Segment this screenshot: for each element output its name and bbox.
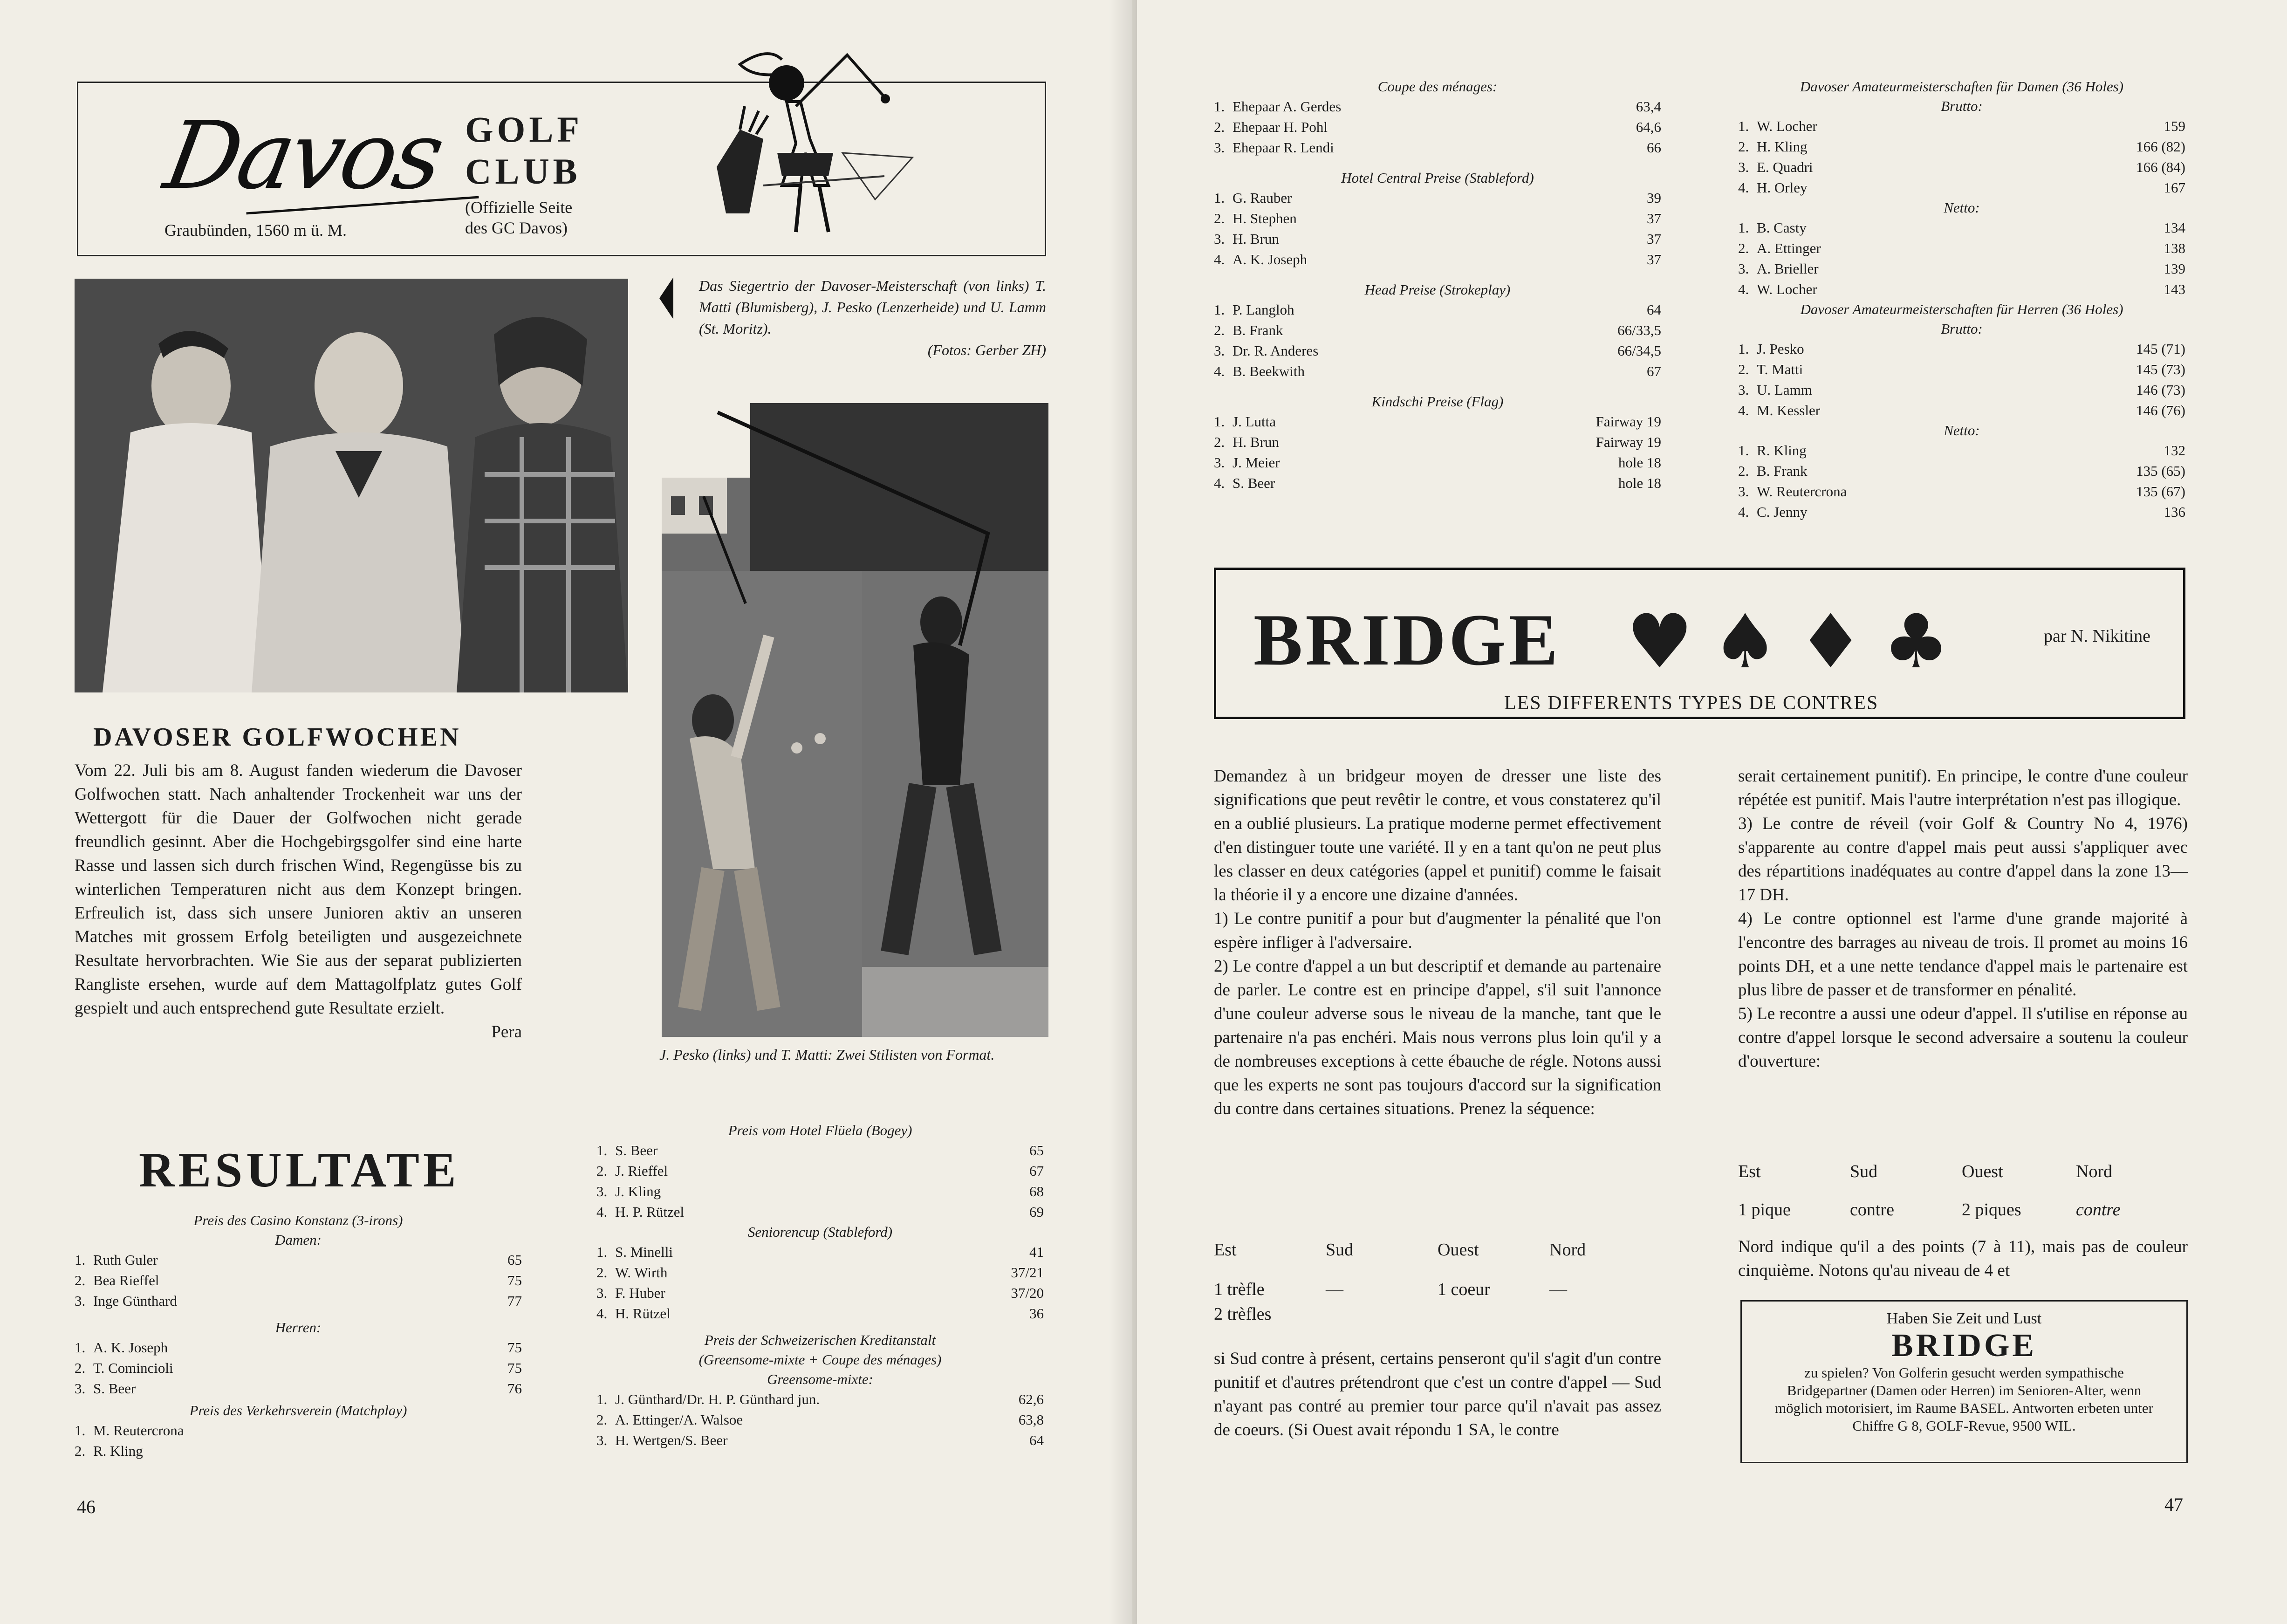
result-row: 1. S. Beer 65	[596, 1142, 1044, 1158]
result-heading: Kindschi Preise (Flag)	[1371, 393, 1504, 410]
result-subheading: Greensome-mixte:	[767, 1371, 873, 1387]
result-row: 4. C. Jenny 136	[1738, 504, 2185, 520]
result-heading: Hotel Central Preise (Stableford)	[1341, 170, 1534, 186]
page-number-right: 47	[2164, 1494, 2183, 1515]
official-note	[465, 197, 572, 238]
swing-photos	[662, 403, 1048, 1037]
golfer-illustration	[689, 46, 950, 260]
resultate-title: RESULTATE	[139, 1143, 460, 1197]
result-row: 2. Ehepaar H. Pohl 64,6	[1214, 119, 1661, 135]
result-row: 2. Bea Rieffel 75	[75, 1272, 522, 1288]
result-row: 3. Dr. R. Anderes 66/34,5	[1214, 343, 1661, 359]
ad-text: zu spielen? Von Golferin gesucht werden sympathische Bridgepartner (Damen oder Herren) im Senioren-Alter, wenn möglich motorisiert, im Raume BASEL. Antworten erbeten unter Chiffre G 8, GOLF-Revue, 9500 WIL.	[1775, 1364, 2153, 1434]
card-suits-icon: ♥♠♦♣	[1626, 598, 1968, 685]
result-row: 3. J. Meier hole 18	[1214, 454, 1661, 471]
official-line-1: (Offizielle Seite	[465, 198, 573, 217]
golf-club-title	[465, 109, 583, 192]
bid-cell: 1 coeur	[1438, 1280, 1490, 1299]
result-row: 2. H. Kling 166 (82)	[1738, 138, 2185, 155]
article-title: DAVOSER GOLFWOCHEN	[93, 723, 461, 752]
bid-cell: 1 trèfle	[1214, 1280, 1265, 1299]
result-row: 2. H. Brun Fairway 19	[1214, 434, 1661, 450]
result-row: 3. Inge Günthard 77	[75, 1293, 522, 1309]
result-row: 2. R. Kling	[75, 1443, 143, 1459]
result-subheading: Brutto:	[1941, 321, 1983, 337]
result-subheading: Herren:	[275, 1319, 322, 1336]
bid-cell: —	[1549, 1280, 1567, 1299]
bridge-author: par N. Nikitine	[2043, 626, 2150, 646]
result-heading: Seniorencup (Stableford)	[747, 1224, 893, 1240]
result-heading: Preis der Schweizerischen Kreditanstalt	[704, 1332, 936, 1348]
bridge-paragraph: 2) Le contre d'appel a un but descriptif et demande au partenaire de parler. Le contre est en principe d'appel, s'il suit l'annonce d'une couleur adverse sous le niveau de la manche, tant que le partenaire n'a pas enchéri. Mais nous verrons plus loin qu'il y a de nombreuses exceptions à cette ébauche de régle. Notons aussi que les experts ne sont pas toujours d'accord sur la signification du contre dans certaines situations. Prenez la séquence:	[1214, 957, 1661, 1118]
result-row: 2. A. Ettinger/A. Walsoe 63,8	[596, 1412, 1044, 1428]
result-row: 1. M. Reutercrona	[75, 1422, 184, 1439]
trio-caption-text: Das Siegertrio der Davoser-Meisterschaft (von links) T. Matti (Blumisberg), J. Pesko (Lenzerheide) und U. Lamm (St. Moritz).	[699, 277, 1046, 337]
result-row: 1. A. K. Joseph 75	[75, 1339, 522, 1356]
golf-club-header	[77, 82, 1046, 256]
result-row: 2. B. Frank 135 (65)	[1738, 463, 2185, 479]
bridge-column-1	[1214, 764, 1661, 1121]
result-row: 4. S. Beer hole 18	[1214, 475, 1661, 491]
result-row: 2. J. Rieffel 67	[596, 1163, 1044, 1179]
club-line-1: GOLF	[465, 109, 583, 150]
result-row: 2. T. Comincioli 75	[75, 1360, 522, 1376]
bridge-column-2	[1738, 764, 2188, 1073]
result-row: 3. H. Wertgen/S. Beer 64	[596, 1432, 1044, 1448]
result-row: 1. S. Minelli 41	[596, 1244, 1044, 1260]
result-row: 4. H. P. Rützel 69	[596, 1204, 1044, 1220]
photo-credit: (Fotos: Gerber ZH)	[927, 342, 1046, 358]
article-author: Pera	[491, 1022, 522, 1042]
result-row: 1. J. Pesko 145 (71)	[1738, 341, 2185, 357]
result-row: 3. W. Reutercrona 135 (67)	[1738, 483, 2185, 500]
result-row: 4. A. K. Joseph 37	[1214, 251, 1661, 267]
club-line-2: CLUB	[465, 151, 581, 192]
bid-header: Nord	[1549, 1240, 1586, 1260]
bridge-ad	[1740, 1300, 2188, 1463]
result-row: 4. M. Kessler 146 (76)	[1738, 402, 2185, 418]
result-row: 1. Ruth Guler 65	[75, 1252, 522, 1268]
bid-header: Est	[1738, 1162, 1761, 1181]
bid-header: Ouest	[1438, 1240, 1479, 1260]
bridge-column-1-end	[1214, 1347, 1661, 1442]
bid-cell: 2 trèfles	[1214, 1304, 1272, 1324]
result-heading: Davoser Amateurmeisterschaften für Herren (36 Holes)	[1800, 301, 2123, 317]
result-row: 3. U. Lamm 146 (73)	[1738, 382, 2185, 398]
result-row: 2. T. Matti 145 (73)	[1738, 361, 2185, 377]
result-row: 1. W. Locher 159	[1738, 118, 2185, 134]
ad-title: BRIDGE	[1891, 1328, 2037, 1364]
page-number-left: 46	[77, 1496, 96, 1517]
bridge-paragraph: si Sud contre à présent, certains penseront qu'il s'agit d'un contre punitif et d'autres prétendront que c'est un contre d'appel — Sud n'ayant pas contré au premier tour parce qu'il n'avait pas assez de coeurs. (Si Ouest avait répondu 1 SA, le contre	[1214, 1349, 1661, 1439]
bridge-title: BRIDGE	[1253, 599, 1561, 681]
article-paragraph: Vom 22. Juli bis am 8. August fanden wiederum die Davoser Golfwochen statt. Nach anhaltender Trockenheit war uns der Wettergott für die Dauer der Golfwochen nicht gerade freundlich gesinnt. Aber die Hochgebirgsgolfer sind eine harte Rasse und lassen sich durch frischen Wind, Regengüsse bis zu winterlichen Temperaturen nicht aus dem Konzept bringen. Erfreulich ist, dass sich unsere Junioren aktiv an unseren Matches mit grossem Erfolg beteiligten und ausgezeichnete Resultate hervorbrachten. Wie Sie aus der separat publizierten Rangliste ersehen, wurde auf dem Mattagolfplatz gutes Golf gespielt und auch entsprechend gute Resultate erzielt.	[75, 761, 522, 1018]
trio-caption	[699, 275, 1046, 361]
bid-header: Ouest	[1962, 1162, 2003, 1181]
article-body	[75, 759, 522, 1044]
result-subheading: Netto:	[1944, 422, 1980, 439]
result-row: 3. A. Brieller 139	[1738, 260, 2185, 277]
swing-caption: J. Pesko (links) und T. Matti: Zwei Stilisten von Format.	[659, 1046, 995, 1063]
result-row: 1. J. Günthard/Dr. H. P. Günthard jun. 62,6	[596, 1391, 1044, 1407]
bid-header: Sud	[1850, 1162, 1878, 1181]
bid-header: Nord	[2076, 1162, 2113, 1181]
bridge-subtitle: LES DIFFERENTS TYPES DE CONTRES	[1491, 692, 1891, 714]
result-subheading: Brutto:	[1941, 98, 1983, 114]
result-row: 1. Ehepaar A. Gerdes 63,4	[1214, 98, 1661, 115]
bid-header: Sud	[1326, 1240, 1354, 1260]
result-subheading: Damen:	[275, 1232, 322, 1248]
bidding-sequence-1	[1214, 1240, 1661, 1333]
result-row: 3. J. Kling 68	[596, 1183, 1044, 1199]
bridge-paragraph: 5) Le recontre a aussi une odeur d'appel. Il s'utilise en réponse au contre d'appel lorsque le second adversaire a soutenu la couleur d'ouverture:	[1738, 1004, 2188, 1071]
trio-photo-image	[75, 279, 628, 692]
result-row: 4. B. Beekwith 67	[1214, 363, 1661, 379]
result-row: 4. W. Locher 143	[1738, 281, 2185, 297]
bridge-paragraph: 3) Le contre de réveil (voir Golf & Country No 4, 1976) s'apparente au contre d'appel mais peut aussi s'appliquer avec des répartitions inadéquates au contre d'appel dans la zone 13—17 DH.	[1738, 814, 2188, 905]
result-row: 3. F. Huber 37/20	[596, 1285, 1044, 1301]
official-line-2: des GC Davos)	[465, 219, 568, 237]
bridge-header	[1214, 568, 2185, 719]
result-row: 2. A. Ettinger 138	[1738, 240, 2185, 256]
results-column-1	[75, 1211, 522, 1461]
caption-pointer-icon	[659, 277, 673, 319]
result-heading: Coupe des ménages:	[1377, 78, 1498, 95]
result-row: 1. P. Langloh 64	[1214, 302, 1661, 318]
result-row: 2. W. Wirth 37/21	[596, 1264, 1044, 1281]
result-row: 1. R. Kling 132	[1738, 442, 2185, 459]
result-heading: Preis des Verkehrsverein (Matchplay)	[189, 1402, 407, 1418]
bridge-paragraph: 1) Le contre punitif a pour but d'augmenter la pénalité que l'on espère infliger à l'adversaire.	[1214, 909, 1661, 952]
bridge-paragraph: serait certainement punitif). En principe, le contre d'une couleur répétée est punitif. Mais l'autre interprétation n'est pas illogique.	[1738, 767, 2188, 809]
result-row: 3. S. Beer 76	[75, 1380, 522, 1397]
trio-photo	[75, 279, 628, 692]
result-subheading: Netto:	[1944, 199, 1980, 216]
result-row: 2. H. Stephen 37	[1214, 210, 1661, 226]
bridge-paragraph: 4) Le contre optionnel est l'arme d'une grande majorité à l'encontre des barrages au niveau de trois. Il promet au moins 16 points DH, et a une nette tendance d'appel mais le partenaire est plus libre de passer et de transformer en pénalité.	[1738, 909, 2188, 1000]
bridge-column-2-end	[1738, 1235, 2188, 1282]
result-row: 1. B. Casty 134	[1738, 219, 2185, 236]
result-row: 4. H. Orley 167	[1738, 179, 2185, 196]
bid-cell: contre	[1850, 1200, 1894, 1220]
result-row: 4. H. Rützel 36	[596, 1305, 1044, 1322]
result-heading: Preis vom Hotel Flüela (Bogey)	[728, 1122, 912, 1138]
results-column-4	[1738, 77, 2185, 522]
davos-logo: Davos	[157, 102, 450, 210]
swing-photo-image	[662, 403, 1048, 1037]
bidding-sequence-2	[1738, 1161, 2188, 1220]
bid-cell: 1 pique	[1738, 1200, 1791, 1220]
result-row: 2. B. Frank 66/33,5	[1214, 322, 1661, 338]
result-heading: Davoser Amateurmeisterschaften für Damen (36 Holes)	[1800, 78, 2124, 95]
result-row: 3. E. Quadri 166 (84)	[1738, 159, 2185, 175]
bid-cell: —	[1326, 1280, 1343, 1299]
bridge-paragraph: Nord indique qu'il a des points (7 à 11), mais pas de couleur cinquième. Notons qu'au niveau de 4 et	[1738, 1237, 2188, 1280]
bridge-paragraph: Demandez à un bridgeur moyen de dresser une liste des significations que peut revêtir le contre, et vous constaterez qu'il en a oublié plusieurs. La pratique moderne permet effectivement d'en distinguer toute une variété. Il y en a tant qu'on ne peut plus les classer en deux catégories (appel et punitif) comme le faisait la théorie il y a encore une dizaine d'années.	[1214, 767, 1661, 905]
result-row: 1. G. Rauber 39	[1214, 190, 1661, 206]
result-heading-2: (Greensome-mixte + Coupe des ménages)	[698, 1351, 942, 1368]
result-row: 1. J. Lutta Fairway 19	[1214, 413, 1661, 430]
results-column-2	[596, 1121, 1044, 1451]
result-heading: Head Preise (Strokeplay)	[1364, 281, 1511, 298]
location-text: Graubünden, 1560 m ü. M.	[164, 221, 347, 240]
result-row: 3. Ehepaar R. Lendi 66	[1214, 139, 1661, 156]
ad-line-1: Haben Sie Zeit und Lust	[1886, 1310, 2042, 1327]
left-page	[0, 0, 1132, 1624]
bid-cell: 2 piques	[1962, 1200, 2021, 1220]
bid-header: Est	[1214, 1240, 1237, 1260]
bid-cell: contre	[2076, 1200, 2121, 1220]
result-row: 3. H. Brun 37	[1214, 231, 1661, 247]
result-heading: Preis des Casino Konstanz (3-irons)	[193, 1212, 403, 1228]
results-column-3	[1214, 77, 1661, 493]
